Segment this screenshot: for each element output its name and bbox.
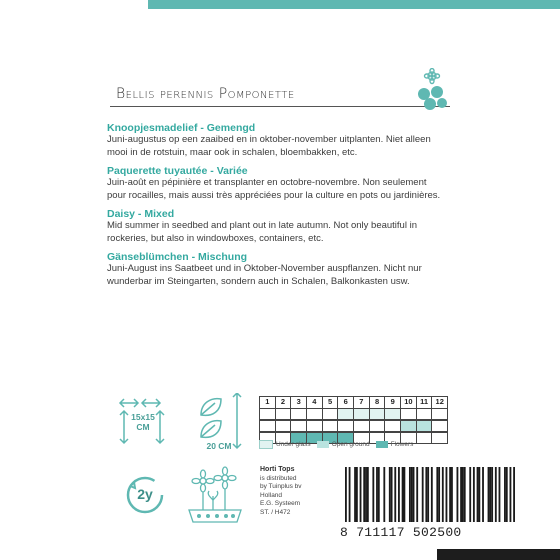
legend-label: Under glass [276,441,311,448]
barcode-bar [398,467,400,522]
distributor-line: ST. / H472 [260,508,291,516]
barcode-bar [425,467,427,522]
calendar-months-row [259,396,448,408]
legend-label: Open ground [331,441,370,448]
barcode-graphic [345,467,515,522]
barcode-bar [365,467,367,522]
section-text: Juni-augustus op een zaaibed en in oktober-november uitplanten. Niet alleen mooi in de rotstuin, maar ook in schalen, bloembakken, etc. [107,134,431,158]
barcode-bar [394,467,396,522]
calendar-cell [338,420,354,432]
description-content [107,122,447,294]
barcode-bar [491,467,493,522]
section-dutch [107,122,447,159]
distributor-line: E.G. Systeem [260,500,301,507]
distributor-line: is distributed [260,474,297,482]
calendar-row [259,408,448,420]
calendar-cell [276,420,292,432]
legend-label: Flowers [390,441,414,448]
calendar-cell [370,408,386,420]
barcode-bar [438,467,440,522]
barcode-bar [389,467,391,522]
barcode-bar [376,467,378,522]
section-heading: Gänseblümchen - Mischung [107,251,248,263]
barcode-bar [478,467,480,522]
barcode-bar [363,467,365,522]
section-text: Juin-août en pépinière et transplanter en octobre-novembre. Non seulement pour rocailles, mais aussi très appréciées pour la culture en pots ou jardinières. [107,177,441,201]
distributor-info [260,466,330,517]
calendar-cell [291,408,307,420]
calendar-cell [385,420,401,432]
calendar-month-cell: 8 [370,396,386,408]
calendar-cell [307,408,323,420]
section-english [107,208,447,245]
barcode-bar [345,467,347,522]
section-text: Mid summer in seedbed and plant out in late autumn. Not only beautiful in rockeries, but also in windowboxes, containers, etc. [107,220,417,244]
calendar-cell [370,420,386,432]
calendar-cell [401,408,417,420]
calendar-month-cell: 2 [276,396,292,408]
swatch-under-glass [259,440,273,449]
barcode-bar [488,467,490,522]
barcode-bar [391,467,393,522]
barcode-bar [477,467,479,522]
legend-flowers [376,440,414,449]
years-label: 2y [137,486,153,502]
barcode-bar [402,467,404,522]
barcode-bar [446,467,448,522]
legend-under-glass [259,440,311,449]
calendar-legend [259,440,448,449]
distributor-line: by Tuinplus bv [260,483,302,490]
barcode-bar [422,467,424,522]
calendar-cell [385,408,401,420]
barcode-bar [436,467,438,522]
spacing-label: 15x15 CM [131,412,155,432]
barcode-bar [367,467,369,522]
calendar-month-cell: 3 [291,396,307,408]
calendar-cell [432,408,448,420]
barcode-bar [383,467,385,522]
barcode-bar [449,467,451,522]
title-banner [110,83,450,111]
depth-label: 20 CM [206,441,232,451]
barcode-bar [460,467,462,522]
calendar-cell [417,408,433,420]
barcode-bar [356,467,358,522]
swatch-flowers [376,441,388,448]
calendar-month-cell: 7 [354,396,370,408]
calendar-month-cell: 12 [432,396,448,408]
title-underline [110,106,450,107]
calendar-month-cell: 10 [401,396,417,408]
barcode-bar [462,467,464,522]
flower-logo-icon [410,68,454,112]
barcode-bar [499,467,501,522]
calendar-cell [307,420,323,432]
barcode-bar [403,467,405,522]
barcode-bar [378,467,380,522]
section-french [107,165,447,202]
barcode-bar [349,467,351,522]
calendar-row [259,420,448,432]
barcode-bar [506,467,508,522]
barcode-bar [360,467,362,522]
barcode-bar [409,467,411,522]
calendar-cell [291,420,307,432]
swatch-open-ground [317,441,329,448]
barcode-bar [431,467,433,522]
barcode-bar [464,467,466,522]
calendar-cell [432,420,448,432]
calendar-cell [338,408,354,420]
barcode-bar [495,467,497,522]
top-accent-bar [148,0,560,9]
section-heading: Paquerette tuyautée - Variée [107,165,248,177]
barcode-number: 8 711117 502500 [340,525,462,540]
calendar-month-cell: 9 [385,396,401,408]
barcode-bar [513,467,515,522]
barcode-bar [482,467,484,522]
calendar-cell [401,420,417,432]
section-heading: Daisy - Mixed [107,208,175,220]
section-text: Juni-August ins Saatbeet und in Oktober-November auspflanzen. Nicht nur wunderbar im Steingarten, sondern auch in Schalen, Balkonkasten usw. [107,263,422,287]
calendar-month-cell: 4 [307,396,323,408]
calendar-month-cell: 5 [323,396,339,408]
legend-open-ground [317,440,370,449]
distributor-line: Holland [260,491,283,499]
barcode-bar [372,467,374,522]
barcode-bar [510,467,512,522]
barcode-bar [473,467,475,522]
barcode-bar [416,467,418,522]
sowing-calendar [259,396,448,444]
calendar-cell [417,420,433,432]
calendar-cell [323,420,339,432]
barcode-bar [504,467,506,522]
product-title: Bellis perennis Pomponette [116,86,295,102]
barcode-bar [354,467,356,522]
calendar-cell [259,420,276,432]
calendar-month-cell: 11 [417,396,433,408]
barcode-bar [413,467,415,522]
barcode-bar [451,467,453,522]
barcode-bar [427,467,429,522]
barcode-bar [489,467,491,522]
calendar-month-cell: 1 [259,396,276,408]
section-heading: Knoopjesmadelief - Gemengd [107,122,256,134]
calendar-cell [323,408,339,420]
calendar-cell [354,408,370,420]
black-corner-strip [437,549,560,560]
calendar-cell [259,408,276,420]
barcode-bar [411,467,413,522]
calendar-month-cell: 6 [338,396,354,408]
barcode-bar [442,467,444,522]
calendar-cell [354,420,370,432]
calendar-cell [276,408,292,420]
barcode-bar [469,467,471,522]
barcode-bar [457,467,459,522]
section-german [107,251,447,288]
distributor-brand: Horti Tops [260,466,295,473]
flower-tray-icon [183,466,248,526]
